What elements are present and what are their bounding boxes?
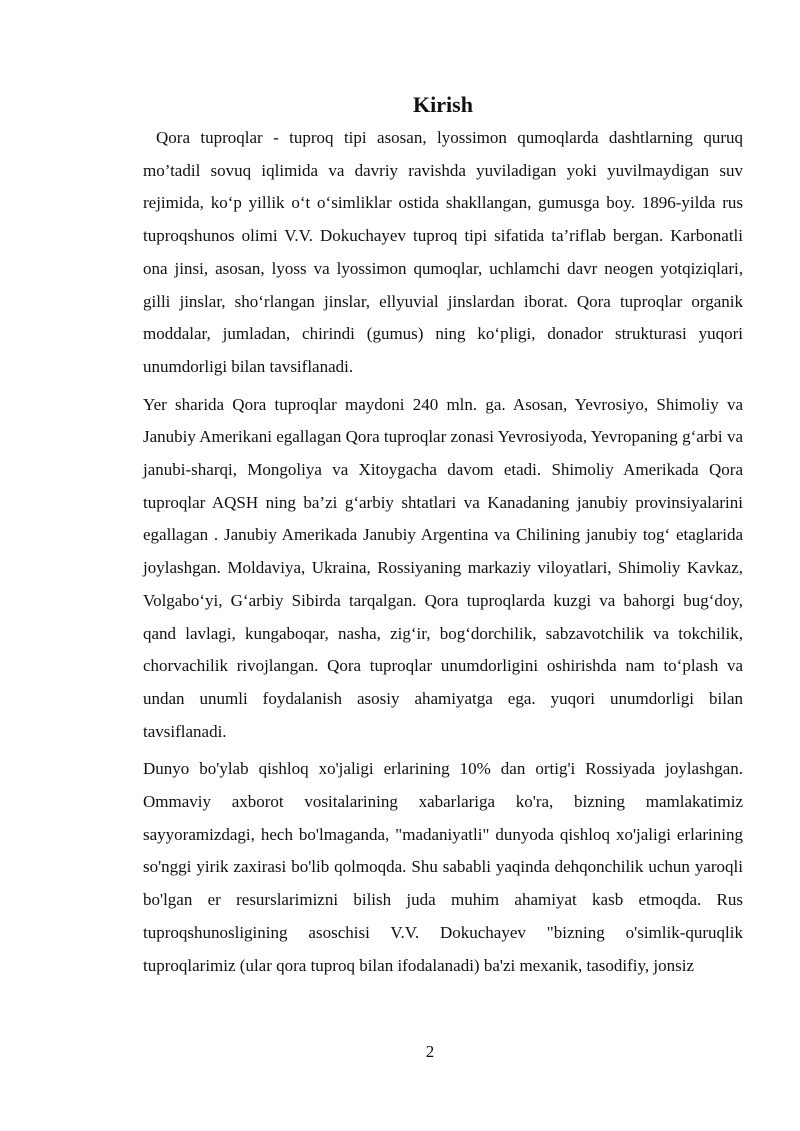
page-content	[143, 88, 743, 987]
paragraph-2: Yer sharida Qora tuproqlar maydoni 240 mln. ga. Asosan, Yevrosiyo, Shimoliy va Janubiy Amerikani egallagan Qora tuproqlar zonasi Yevrosiyoda, Yevropaning g‘arbi va janubi-sharqi, Mongoliya va Xitoygacha davom etadi. Shimoliy Amerikada Qora tuproqlar AQSH ning ba’zi g‘arbiy shtatlari va Kanadaning janubiy provinsiyalarini egallagan . Janubiy Amerikada Janubiy Argentina va Chilining janubiy tog‘ etaglarida joylashgan. Moldaviya, Ukraina, Rossiyaning markaziy viloyatlari, Shimoliy Kavkaz, Volgabo‘yi, G‘arbiy Sibirda tarqalgan. Qora tuproqlarda kuzgi va bahorgi bug‘doy, qand lavlagi, kungaboqar, nasha, zig‘ir, bog‘dorchilik, sabzavotchilik va tokchilik, chorvachilik rivojlangan. Qora tuproqlar unumdorligini oshirishda nam to‘plash va undan unumli foydalanish asosiy ahamiyatga ega. yuqori unumdorligi bilan tavsiflanadi.	[143, 394, 743, 741]
paragraph-3: Dunyo bo'ylab qishloq xo'jaligi erlarining 10% dan ortig'i Rossiyada joylashgan. Ommaviy axborot vositalarining xabarlariga ko'ra, bizning mamlakatimiz sayyoramizdagi, hech bo'lmaganda, "madaniyatli" dunyoda qishloq xo'jaligi erlarining so'nggi yirik zaxirasi bo'lib qolmoqda. Shu sababli yaqinda dehqonchilik uchun yaroqli bo'lgan er resurslarimizni bilish juda muhim ahamiyat kasb etmoqda. Rus tuproqshunosligining asoschisi V.V. Dokuchayev "bizning o'simlik-quruqlik tuproqlarimiz (ular qora tuproq bilan ifodalanadi) ba'zi mexanik, tasodifiy, jonsiz	[143, 759, 743, 975]
page-number: 2	[425, 1042, 435, 1061]
section-title: Kirish	[413, 92, 473, 117]
paragraph-1: Qora tuproqlar - tuproq tipi asosan, lyossimon qumoqlarda dashtlarning quruq mo’tadil sovuq iqlimida va davriy ravishda yuviladigan yoki yuvilmaydigan suv rejimida, ko‘p yillik o‘t o‘simliklar ostida shakllangan, gumusga boy. 1896-yilda rus tuproqshunos olimi V.V. Dokuchayev tuproq tipi sifatida ta’riflab bergan. Karbonatli ona jinsi, asosan, lyoss va lyossimon qumoqlar, uchlamchi davr neogen yotqiziqlari, gilli jinslar, sho‘rlangan jinslar, ellyuvial jinslardan iborat. Qora tuproqlar organik moddalar, jumladan, chirindi (gumus) ning ko‘pligi, donador strukturasi yuqori unumdorligi bilan tavsiflanadi.	[143, 128, 743, 376]
